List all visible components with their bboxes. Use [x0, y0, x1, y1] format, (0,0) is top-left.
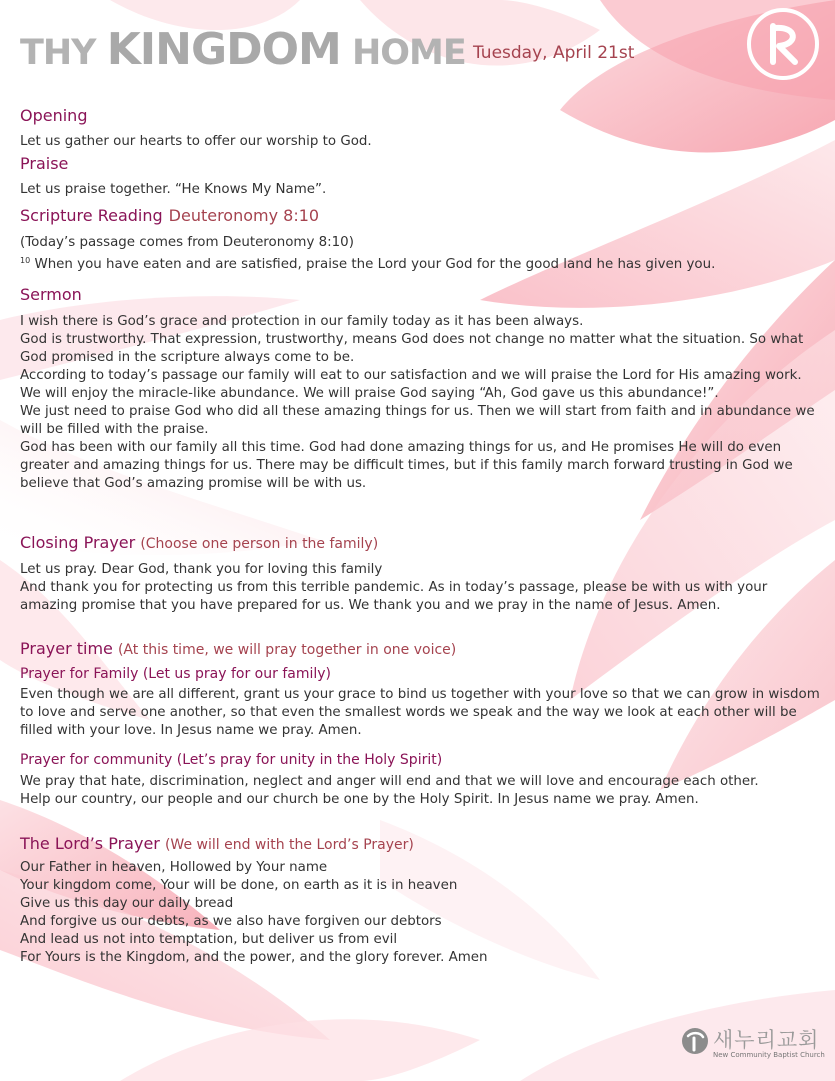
sermon-paragraph: We will enjoy the miracle-like abundance. We will praise God saying “Ah, God gave us this abundance!”.: [20, 386, 719, 401]
sermon-text: [20, 313, 826, 493]
page-title: [20, 26, 466, 77]
sermon-heading: Sermon: [20, 285, 82, 304]
lords-prayer-note: (We will end with the Lord’s Prayer): [164, 837, 414, 853]
scripture-heading: [20, 206, 319, 225]
community-prayer-text: [20, 773, 826, 809]
opening-heading: Opening: [20, 106, 88, 125]
lords-prayer-label: The Lord’s Prayer: [20, 834, 160, 853]
prayer-time-label: Prayer time: [20, 639, 113, 658]
community-prayer-line: We pray that hate, discrimination, neglect and anger will end and that we will love and encourage each other.: [20, 774, 759, 789]
sermon-paragraph: God has been with our family all this time. God had done amazing things for us, and He promises He will do even greater and amazing things for us. There may be difficult times, but if this family march forward trusting in God we believe that God’s amazing promise will be with us.: [20, 440, 793, 491]
closing-prayer-paragraph: Let us pray. Dear God, thank you for loving this family: [20, 562, 383, 577]
title-thy: THY: [20, 33, 96, 73]
opening-line: Let us gather our hearts to offer our worship to God.: [20, 134, 372, 149]
family-prayer-text: [20, 686, 826, 740]
sermon-paragraph: God is trustworthy. That expression, trustworthy, means God does not change no matter what the situation. So what God promised in the scripture always come to be.: [20, 332, 804, 365]
prayer-time-note: (At this time, we will pray together in one voice): [117, 642, 457, 658]
scripture-heading-label: Scripture Reading: [20, 206, 163, 225]
lords-prayer-line: Your kingdom come, Your will be done, on earth as it is in heaven: [20, 878, 458, 893]
closing-prayer-heading: [20, 533, 378, 552]
family-prayer-paragraph: Even though we are all different, grant us your grace to bind us together with your love so that we can grow in wisdom to love and serve one another, so that even the smallest words we speak and the way we look at each other will be filled with your love. In Jesus name we pray. Amen.: [20, 687, 820, 738]
lords-prayer-line: For Yours is the Kingdom, and the power, and the glory forever. Amen: [20, 950, 488, 965]
church-name-english: New Community Baptist Church: [713, 1051, 825, 1059]
title-kingdom: KINGDOM: [106, 24, 341, 75]
lords-prayer-line: Our Father in heaven, Hollowed by Your name: [20, 860, 328, 875]
closing-prayer-note: (Choose one person in the family): [140, 536, 379, 552]
praise-text: [20, 181, 826, 199]
scripture-verse: When you have eaten and are satisfied, praise the Lord your God for the good land he has given you.: [34, 257, 716, 272]
praise-line: Let us praise together. “He Knows My Name”.: [20, 182, 327, 197]
praise-heading: Praise: [20, 154, 69, 173]
scripture-intro: (Today’s passage comes from Deuteronomy 8:10): [20, 235, 354, 250]
scripture-verse-line: [20, 252, 826, 274]
scripture-reference: Deuteronomy 8:10: [168, 206, 320, 225]
sermon-paragraph: We just need to praise God who did all these amazing things for us. Then we will start from faith and in abundance we will be filled with the praise.: [20, 404, 815, 437]
opening-text: [20, 133, 826, 151]
lords-prayer-heading: [20, 834, 414, 853]
church-mark-icon: [680, 1026, 710, 1056]
lords-prayer-text: [20, 859, 826, 967]
church-name-korean: 새누리교회: [713, 1028, 820, 1052]
title-home: HOME: [352, 33, 466, 73]
prayer-time-heading: [20, 639, 456, 658]
community-prayer-heading: Prayer for community (Let’s pray for unity in the Holy Spirit): [20, 752, 443, 768]
closing-prayer-label: Closing Prayer: [20, 533, 136, 552]
lords-prayer-line: And lead us not into temptation, but deliver us from evil: [20, 932, 398, 947]
family-prayer-heading: Prayer for Family (Let us pray for our family): [20, 666, 331, 682]
kingdom-logo-icon: [745, 6, 821, 82]
sermon-paragraph: I wish there is God’s grace and protection in our family today as it has been always.: [20, 314, 584, 329]
scripture-text: [20, 234, 826, 274]
lords-prayer-line: Give us this day our daily bread: [20, 896, 234, 911]
community-prayer-line: Help our country, our people and our church be one by the Holy Spirit. In Jesus name we pray. Amen.: [20, 792, 699, 807]
sermon-paragraph: According to today’s passage our family will eat to our satisfaction and we will praise the Lord for His amazing work.: [20, 368, 802, 383]
closing-prayer-text: [20, 561, 826, 615]
closing-prayer-paragraph: And thank you for protecting us from this terrible pandemic. As in today’s passage, please be with us with your amazing promise that you have prepared for us. We thank you and we pray in the name of Jesus. Amen.: [20, 580, 768, 613]
page-date: Tuesday, April 21st: [473, 43, 635, 63]
church-logo: [680, 1024, 825, 1064]
verse-number: 10: [20, 256, 31, 265]
lords-prayer-line: And forgive us our debts, as we also have forgiven our debtors: [20, 914, 442, 929]
